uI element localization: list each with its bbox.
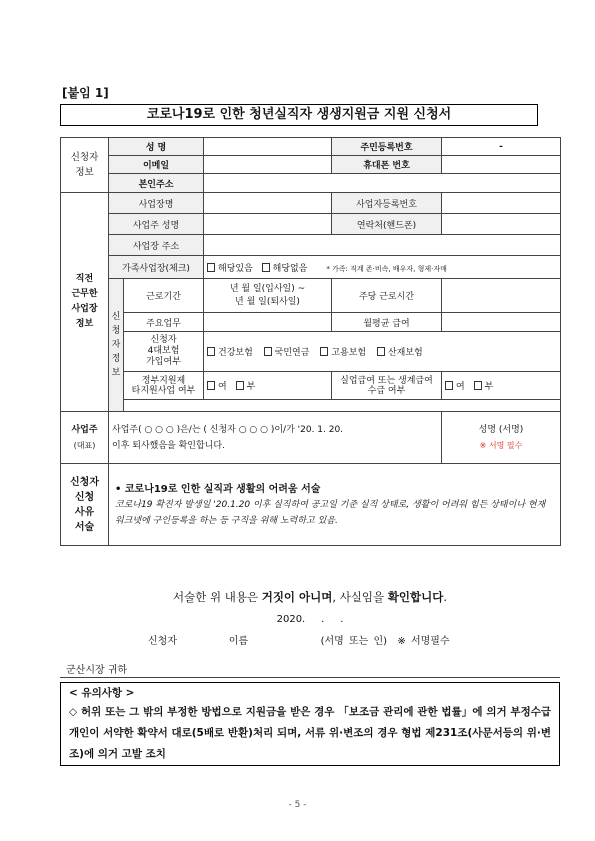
phone-label: 휴대폰 번호 [332,156,442,174]
declaration-part4: 확인합니다 [387,590,444,604]
resident-no-label: 주민등록번호 [332,138,442,156]
declaration-date[interactable]: 2020. . . [276,614,344,625]
applicant-sub-label: 신 청 자 정 보 [109,279,124,412]
business-reg-field[interactable] [442,193,561,214]
family-note: * 가족: 직계 존·비속, 배우자, 형제·자매 [326,264,447,273]
avg-wage-field[interactable] [442,313,561,332]
work-end-field[interactable]: 년 월 일(퇴사일) [235,296,300,307]
gov-yes-label: 여 [218,382,227,392]
family-no-label: 해당없음 [272,263,308,274]
gov-no-checkbox[interactable] [236,381,244,390]
employer-section-label: 직전 근무한 사업장 정보 [61,193,109,412]
email-label: 이메일 [109,156,204,174]
insurance-label: 신청자 4대보험 가입여부 [124,332,204,372]
owner-section-label [61,412,109,464]
weekly-hours-field[interactable] [442,279,561,313]
notice-box [60,682,560,766]
business-name-field[interactable] [204,193,332,214]
pension-checkbox[interactable] [264,347,272,356]
main-duty-label: 주요업무 [124,313,204,332]
business-address-field[interactable] [204,235,561,256]
family-yes-label: 해당있음 [218,263,253,274]
address-label: 본인주소 [109,174,204,193]
applicant-section-label: 신청자 정보 [61,138,109,193]
owner-name-label: 사업주 성명 [109,214,204,235]
unemp-no-checkbox[interactable] [474,381,482,390]
unemp-no-label: 부 [484,382,494,392]
employment-insurance-checkbox[interactable] [320,347,328,356]
applicant-signature-line[interactable]: 신청자 이름 (서명 또는 인) ※ 서명필수 [148,636,450,647]
declaration [60,589,560,605]
owner-sign-field[interactable]: 성명 (서명) [478,424,524,435]
owner-sign-required: ※ 서명 필수 [479,440,523,450]
application-form-table [60,137,561,546]
health-insurance-label: 건강보험 [218,348,253,358]
unemp-yes-label: 여 [456,382,465,392]
recipient: 군산시장 귀하 [66,665,128,676]
phone-field[interactable] [442,156,561,174]
notice-text: ◇ 허위 또는 그 밖의 부정한 방법으로 지원금을 받은 경우 「보조금 관리에 관한 법률」에 의거 부정수급 개인이 서약한 확약서 대로(5배로 반환)처리 되며, 서류 위·변조의 경우 형법 제231조(사문서등의 위·변조)에 의거 고발 조치 [69,706,551,760]
gov-support-label: 정부지원제 타지원사업 여부 [124,372,204,400]
industrial-insurance-label: 산재보험 [387,348,423,358]
declaration-part5: . [443,590,447,604]
name-field[interactable] [204,138,332,156]
work-start-field[interactable]: 년 월 일(입사일) ~ [229,283,306,294]
unemp-yes-checkbox[interactable] [445,381,453,390]
owner-section-sub: (대표) [73,440,96,450]
weekly-hours-label: 주당 근로시간 [332,279,442,313]
family-yes-checkbox[interactable] [207,263,215,272]
owner-confirm-line1: 사업주( ○ ○ ○ )은/는 ( 신청자 ○ ○ ○ )이/가 '20. 1. 20. [112,424,344,435]
main-duty-field[interactable] [204,313,332,332]
reason-field[interactable] [109,464,561,546]
unemployment-benefit-label: 실업급여 또는 생계급여 수급 여부 [332,372,442,400]
family-business-label: 가족사업장(체크) [109,256,204,279]
industrial-insurance-checkbox[interactable] [377,347,385,356]
owner-name-field[interactable] [204,214,332,235]
resident-no-field[interactable]: - [442,138,561,156]
business-address-label: 사업장 주소 [109,235,204,256]
gov-no-label: 부 [246,382,256,392]
form-title: 코로나19로 인한 청년실직자 생생지원금 지원 신청서 [60,104,538,126]
declaration-part1: 서술한 위 내용은 [172,590,262,604]
avg-wage-label: 월평균 급여 [332,313,442,332]
address-field[interactable] [204,174,561,193]
work-period-label: 근로기간 [124,279,204,313]
owner-confirm-line2: 이후 퇴사했음을 확인합니다. [112,440,225,451]
owner-section-title: 사업주 [71,424,98,435]
page-number: - 5 - [288,800,307,810]
reason-heading: • 코로나19로 인한 실직과 생활의 어려움 서술 [115,484,321,495]
divider [60,677,560,678]
name-label: 성 명 [109,138,204,156]
reason-section-label: 신청자 신청 사유 서술 [61,464,109,546]
email-field[interactable] [204,156,332,174]
notice-title: < 유의사항 > [69,687,135,699]
family-no-checkbox[interactable] [262,263,270,272]
contact-label: 연락처(핸드폰) [332,214,442,235]
health-insurance-checkbox[interactable] [207,347,215,356]
business-name-label: 사업장명 [109,193,204,214]
contact-field[interactable] [442,214,561,235]
employment-insurance-label: 고용보험 [331,348,367,358]
attachment-label: [붙임 1] [62,86,109,100]
gov-yes-checkbox[interactable] [207,381,215,390]
declaration-part2: 거짓이 아니며 [261,590,333,604]
business-reg-label: 사업자등록번호 [332,193,442,214]
declaration-part3: , 사실임을 [332,590,388,604]
reason-example: 코로나19 확진자 발생일 '20.1.20 이후 실직하여 공고일 기준 실직 상태로, 생활이 어려워 힘든 상태이나 현재 워크넷에 구인등록을 하는 등 구직을 위해 노력하고 있음. [115,500,546,526]
pension-label: 국민연금 [274,348,310,358]
